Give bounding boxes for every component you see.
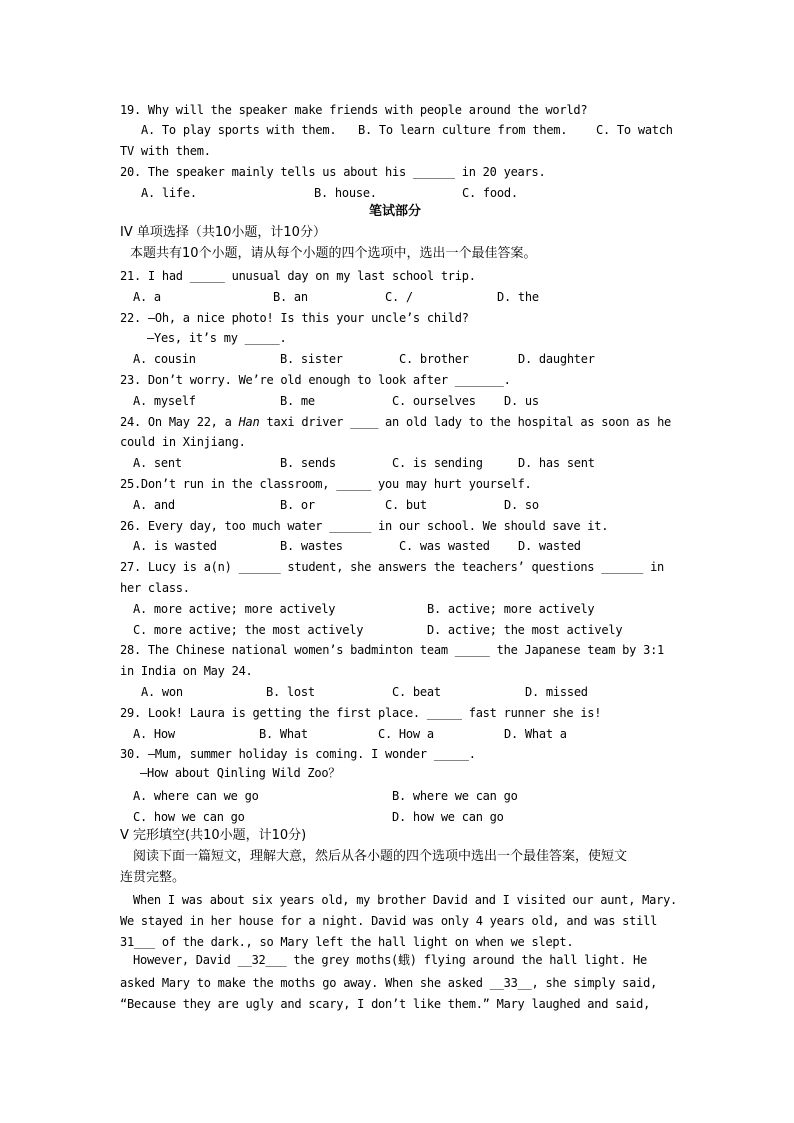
section-5-instructions-line2: 连贯完整。 [120, 870, 186, 885]
question-24-stem-post: taxi driver ____ an old lady to the hospital as soon as he [259, 415, 672, 429]
question-29-option-a: A. How [133, 727, 175, 741]
question-27-stem-cont: her class. [120, 581, 190, 595]
question-30-reply: —How about Qinling Wild Zoo？ [140, 766, 341, 780]
question-27-option-c: C. more active; the most actively [133, 623, 364, 637]
question-28-stem: 28. The Chinese national women’s badminton team _____ the Japanese team by 3:1 [120, 643, 665, 657]
passage-line-4: However, David __32___ the grey moths(蛾) flying around the hall light. He [133, 953, 647, 967]
question-22-option-a: A. cousin [133, 352, 196, 366]
question-25-option-b: B. or [280, 498, 315, 512]
question-26-option-c: C. was wasted [399, 539, 490, 553]
question-25-stem: 25.Don’t run in the classroom, _____ you may hurt yourself. [120, 477, 532, 491]
passage-line-5: asked Mary to make the moths go away. When she asked __33__, she simply said, [120, 976, 658, 990]
question-22-reply: —Yes, it’s my _____. [147, 331, 287, 345]
question-28-option-b: B. lost [266, 685, 315, 699]
question-23-option-b: B. me [280, 394, 315, 408]
question-22-option-d: D. daughter [518, 352, 595, 366]
question-26-stem: 26. Every day, too much water ______ in our school. We should save it. [120, 519, 609, 533]
question-30-option-a: A. where can we go [133, 789, 259, 803]
question-26-option-a: A. is wasted [133, 539, 217, 553]
question-21-option-d: D. the [497, 290, 539, 304]
question-19-stem: 19. Why will the speaker make friends with people around the world? [120, 103, 588, 117]
question-30-option-c: C. how we can go [133, 810, 245, 824]
question-20-option-b: B. house. [314, 186, 377, 200]
question-21-stem: 21. I had _____ unusual day on my last school trip. [120, 269, 476, 283]
passage-line-6: “Because they are ugly and scary, I don’t like them.” Mary laughed and said, [120, 997, 651, 1011]
question-26-option-d: D. wasted [518, 539, 581, 553]
question-26-option-b: B. wastes [280, 539, 343, 553]
question-29-stem: 29. Look! Laura is getting the first place. _____ fast runner she is! [120, 706, 602, 720]
question-21-option-a: A. a [133, 290, 161, 304]
question-19-option-c: C. To watch [596, 123, 673, 137]
question-19-option-b: B. To learn culture from them. [358, 123, 568, 137]
question-22-option-c: C. brother [399, 352, 469, 366]
question-30-option-d: D. how we can go [392, 810, 504, 824]
question-24-option-c: C. is sending [392, 456, 483, 470]
question-23-option-d: D. us [504, 394, 539, 408]
question-24-stem-cont: could in Xinjiang. [120, 435, 246, 449]
question-23-option-c: C. ourselves [392, 394, 476, 408]
question-20-option-a: A. life. [141, 186, 197, 200]
passage-line-2: We stayed in her house for a night. David was only 4 years old, and was still [120, 914, 658, 928]
question-19-option-c-cont: TV with them. [120, 144, 211, 158]
question-24-stem-pre: 24. On May 22, a [120, 415, 239, 429]
question-24-option-a: A. sent [133, 456, 182, 470]
question-29-option-b: B. What [259, 727, 308, 741]
question-28-option-c: C. beat [392, 685, 441, 699]
question-24-stem [120, 415, 671, 430]
question-28-stem-cont: in India on May 24. [120, 664, 253, 678]
question-25-option-d: D. so [504, 498, 539, 512]
question-25-option-c: C. but [385, 498, 427, 512]
question-28-option-a: A. won [141, 685, 183, 699]
question-27-option-a: A. more active; more actively [133, 602, 336, 616]
question-30-stem: 30. —Mum, summer holiday is coming. I wonder _____. [120, 747, 476, 761]
question-22-stem: 22. —Oh, a nice photo! Is this your uncle’s child? [120, 311, 469, 325]
question-24-option-d: D. has sent [518, 456, 595, 470]
section-4-title: IV 单项选择（共10小题，计10分） [120, 225, 326, 240]
question-22-option-b: B. sister [280, 352, 343, 366]
question-27-stem: 27. Lucy is a(n) ______ student, she answers the teachers’ questions ______ in [120, 560, 665, 574]
question-29-option-d: D. What a [504, 727, 567, 741]
question-30-option-b: B. where we can go [392, 789, 518, 803]
question-23-stem: 23. Don’t worry. We’re old enough to look after _______. [120, 373, 511, 387]
question-20-option-c: C. food. [462, 186, 518, 200]
written-part-title: 笔试部分 [369, 204, 422, 219]
passage-line-3: 31___ of the dark., so Mary left the hall light on when we slept. [120, 935, 574, 949]
question-19-option-a: A. To play sports with them. [141, 123, 337, 137]
question-24-option-b: B. sends [280, 456, 336, 470]
section-4-instructions: 本题共有10个小题，请从每个小题的四个选项中，选出一个最佳答案。 [130, 246, 537, 261]
question-25-option-a: A. and [133, 498, 175, 512]
passage-line-1: When I was about six years old, my brother David and I visited our aunt, Mary. [133, 893, 678, 907]
question-20-stem: 20. The speaker mainly tells us about his ______ in 20 years. [120, 165, 546, 179]
question-24-stem-italic: Han [238, 415, 260, 429]
question-21-option-c: C. / [385, 290, 413, 304]
question-21-option-b: B. an [273, 290, 308, 304]
section-5-instructions-line1: 阅读下面一篇短文，理解大意，然后从各小题的四个选项中选出一个最佳答案，使短文 [133, 849, 628, 864]
question-23-option-a: A. myself [133, 394, 196, 408]
question-29-option-c: C. How a [378, 727, 434, 741]
section-5-title: V 完形填空(共10小题，计10分) [120, 828, 307, 843]
question-28-option-d: D. missed [525, 685, 588, 699]
question-27-option-b: B. active; more actively [427, 602, 595, 616]
question-27-option-d: D. active; the most actively [427, 623, 623, 637]
